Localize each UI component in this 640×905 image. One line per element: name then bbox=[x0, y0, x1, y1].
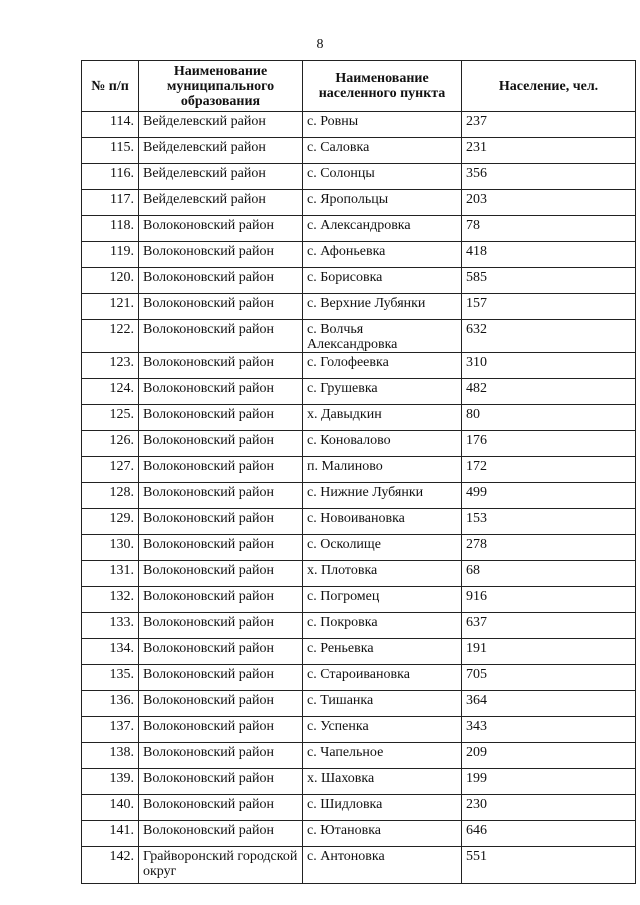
cell-num: 134. bbox=[82, 639, 139, 665]
cell-num: 118. bbox=[82, 216, 139, 242]
cell-municipality: Волоконовский район bbox=[139, 405, 303, 431]
header-num: № п/п bbox=[82, 61, 139, 112]
table-row bbox=[82, 112, 636, 138]
table-row bbox=[82, 743, 636, 769]
table-row bbox=[82, 164, 636, 190]
cell-settlement: с. Староивановка bbox=[303, 665, 462, 691]
cell-settlement: с. Грушевка bbox=[303, 379, 462, 405]
settlements-table bbox=[81, 60, 636, 884]
cell-population: 153 bbox=[462, 509, 636, 535]
cell-settlement: с. Ютановка bbox=[303, 821, 462, 847]
cell-population: 172 bbox=[462, 457, 636, 483]
cell-settlement: с. Саловка bbox=[303, 138, 462, 164]
table-row bbox=[82, 561, 636, 587]
cell-population: 364 bbox=[462, 691, 636, 717]
cell-settlement: с. Верхние Лубянки bbox=[303, 294, 462, 320]
cell-settlement: с. Ровны bbox=[303, 112, 462, 138]
cell-num: 123. bbox=[82, 353, 139, 379]
cell-settlement: с. Голофеевка bbox=[303, 353, 462, 379]
cell-settlement: с. Шидловка bbox=[303, 795, 462, 821]
cell-population: 637 bbox=[462, 613, 636, 639]
table-row bbox=[82, 717, 636, 743]
cell-municipality: Волоконовский район bbox=[139, 561, 303, 587]
table-row bbox=[82, 639, 636, 665]
cell-num: 120. bbox=[82, 268, 139, 294]
cell-num: 136. bbox=[82, 691, 139, 717]
cell-population: 646 bbox=[462, 821, 636, 847]
table-row bbox=[82, 242, 636, 268]
cell-municipality: Вейделевский район bbox=[139, 190, 303, 216]
table-row bbox=[82, 769, 636, 795]
header-population: Население, чел. bbox=[462, 61, 636, 112]
cell-settlement: с. Антоновка bbox=[303, 847, 462, 884]
cell-municipality: Волоконовский район bbox=[139, 639, 303, 665]
table-row bbox=[82, 613, 636, 639]
cell-municipality: Волоконовский район bbox=[139, 242, 303, 268]
cell-settlement: с. Афоньевка bbox=[303, 242, 462, 268]
cell-population: 80 bbox=[462, 405, 636, 431]
table-row bbox=[82, 431, 636, 457]
cell-population: 705 bbox=[462, 665, 636, 691]
cell-settlement: с. Новоивановка bbox=[303, 509, 462, 535]
cell-settlement: с. Александровка bbox=[303, 216, 462, 242]
cell-num: 138. bbox=[82, 743, 139, 769]
cell-num: 115. bbox=[82, 138, 139, 164]
cell-municipality: Грайворонский городской округ bbox=[139, 847, 303, 884]
table-row bbox=[82, 691, 636, 717]
cell-municipality: Волоконовский район bbox=[139, 587, 303, 613]
cell-num: 132. bbox=[82, 587, 139, 613]
cell-municipality: Волоконовский район bbox=[139, 769, 303, 795]
table-row bbox=[82, 847, 636, 884]
cell-population: 310 bbox=[462, 353, 636, 379]
cell-population: 203 bbox=[462, 190, 636, 216]
cell-population: 343 bbox=[462, 717, 636, 743]
cell-settlement: с. Чапельное bbox=[303, 743, 462, 769]
cell-municipality: Волоконовский район bbox=[139, 821, 303, 847]
cell-population: 482 bbox=[462, 379, 636, 405]
cell-num: 121. bbox=[82, 294, 139, 320]
cell-population: 916 bbox=[462, 587, 636, 613]
cell-municipality: Вейделевский район bbox=[139, 138, 303, 164]
cell-population: 237 bbox=[462, 112, 636, 138]
cell-municipality: Волоконовский район bbox=[139, 483, 303, 509]
cell-num: 139. bbox=[82, 769, 139, 795]
cell-settlement: п. Малиново bbox=[303, 457, 462, 483]
table-body bbox=[82, 112, 636, 884]
cell-municipality: Волоконовский район bbox=[139, 509, 303, 535]
cell-municipality: Волоконовский район bbox=[139, 535, 303, 561]
cell-num: 128. bbox=[82, 483, 139, 509]
cell-settlement: х. Давыдкин bbox=[303, 405, 462, 431]
header-municipality: Наименование муниципального образования bbox=[139, 61, 303, 112]
cell-settlement: с. Солонцы bbox=[303, 164, 462, 190]
table-row bbox=[82, 587, 636, 613]
cell-population: 191 bbox=[462, 639, 636, 665]
cell-settlement: с. Нижние Лубянки bbox=[303, 483, 462, 509]
cell-num: 129. bbox=[82, 509, 139, 535]
cell-num: 126. bbox=[82, 431, 139, 457]
cell-settlement: с. Борисовка bbox=[303, 268, 462, 294]
cell-municipality: Волоконовский район bbox=[139, 457, 303, 483]
cell-municipality: Вейделевский район bbox=[139, 112, 303, 138]
cell-settlement: с. Коновалово bbox=[303, 431, 462, 457]
cell-population: 418 bbox=[462, 242, 636, 268]
cell-population: 356 bbox=[462, 164, 636, 190]
cell-settlement: х. Шаховка bbox=[303, 769, 462, 795]
cell-municipality: Волоконовский район bbox=[139, 320, 303, 353]
cell-municipality: Волоконовский район bbox=[139, 743, 303, 769]
cell-num: 140. bbox=[82, 795, 139, 821]
cell-num: 124. bbox=[82, 379, 139, 405]
cell-num: 141. bbox=[82, 821, 139, 847]
cell-num: 131. bbox=[82, 561, 139, 587]
cell-settlement: с. Осколище bbox=[303, 535, 462, 561]
cell-population: 230 bbox=[462, 795, 636, 821]
table-row bbox=[82, 795, 636, 821]
cell-settlement: с. Волчья Александровка bbox=[303, 320, 462, 353]
page-number: 8 bbox=[316, 37, 324, 52]
cell-settlement: с. Погромец bbox=[303, 587, 462, 613]
cell-population: 78 bbox=[462, 216, 636, 242]
table-row bbox=[82, 665, 636, 691]
cell-num: 122. bbox=[82, 320, 139, 353]
table-row bbox=[82, 457, 636, 483]
cell-population: 209 bbox=[462, 743, 636, 769]
table-row bbox=[82, 379, 636, 405]
cell-municipality: Волоконовский район bbox=[139, 613, 303, 639]
cell-num: 142. bbox=[82, 847, 139, 884]
cell-municipality: Волоконовский район bbox=[139, 268, 303, 294]
cell-population: 585 bbox=[462, 268, 636, 294]
table-row bbox=[82, 405, 636, 431]
cell-num: 114. bbox=[82, 112, 139, 138]
cell-num: 127. bbox=[82, 457, 139, 483]
table-row bbox=[82, 138, 636, 164]
table-row bbox=[82, 353, 636, 379]
table-row bbox=[82, 821, 636, 847]
cell-settlement: с. Яропольцы bbox=[303, 190, 462, 216]
cell-settlement: с. Реньевка bbox=[303, 639, 462, 665]
cell-municipality: Волоконовский район bbox=[139, 216, 303, 242]
cell-num: 135. bbox=[82, 665, 139, 691]
cell-municipality: Волоконовский район bbox=[139, 431, 303, 457]
cell-num: 117. bbox=[82, 190, 139, 216]
cell-municipality: Волоконовский район bbox=[139, 379, 303, 405]
cell-settlement: с. Успенка bbox=[303, 717, 462, 743]
cell-num: 116. bbox=[82, 164, 139, 190]
cell-municipality: Волоконовский район bbox=[139, 665, 303, 691]
cell-municipality: Волоконовский район bbox=[139, 294, 303, 320]
table-row bbox=[82, 294, 636, 320]
table-row bbox=[82, 216, 636, 242]
cell-settlement: х. Плотовка bbox=[303, 561, 462, 587]
cell-population: 231 bbox=[462, 138, 636, 164]
cell-settlement: с. Тишанка bbox=[303, 691, 462, 717]
cell-municipality: Волоконовский район bbox=[139, 691, 303, 717]
cell-population: 499 bbox=[462, 483, 636, 509]
cell-municipality: Волоконовский район bbox=[139, 353, 303, 379]
cell-municipality: Вейделевский район bbox=[139, 164, 303, 190]
cell-num: 137. bbox=[82, 717, 139, 743]
cell-population: 632 bbox=[462, 320, 636, 353]
table-row bbox=[82, 509, 636, 535]
cell-num: 125. bbox=[82, 405, 139, 431]
cell-num: 133. bbox=[82, 613, 139, 639]
table-header-row bbox=[82, 61, 636, 112]
cell-num: 119. bbox=[82, 242, 139, 268]
cell-settlement: с. Покровка bbox=[303, 613, 462, 639]
cell-population: 551 bbox=[462, 847, 636, 884]
header-settlement: Наименование населенного пункта bbox=[303, 61, 462, 112]
table-row bbox=[82, 535, 636, 561]
cell-population: 199 bbox=[462, 769, 636, 795]
cell-num: 130. bbox=[82, 535, 139, 561]
cell-municipality: Волоконовский район bbox=[139, 717, 303, 743]
cell-population: 176 bbox=[462, 431, 636, 457]
table-row bbox=[82, 483, 636, 509]
table-row bbox=[82, 320, 636, 353]
cell-population: 157 bbox=[462, 294, 636, 320]
cell-population: 68 bbox=[462, 561, 636, 587]
table-row bbox=[82, 190, 636, 216]
cell-population: 278 bbox=[462, 535, 636, 561]
table-row bbox=[82, 268, 636, 294]
cell-municipality: Волоконовский район bbox=[139, 795, 303, 821]
